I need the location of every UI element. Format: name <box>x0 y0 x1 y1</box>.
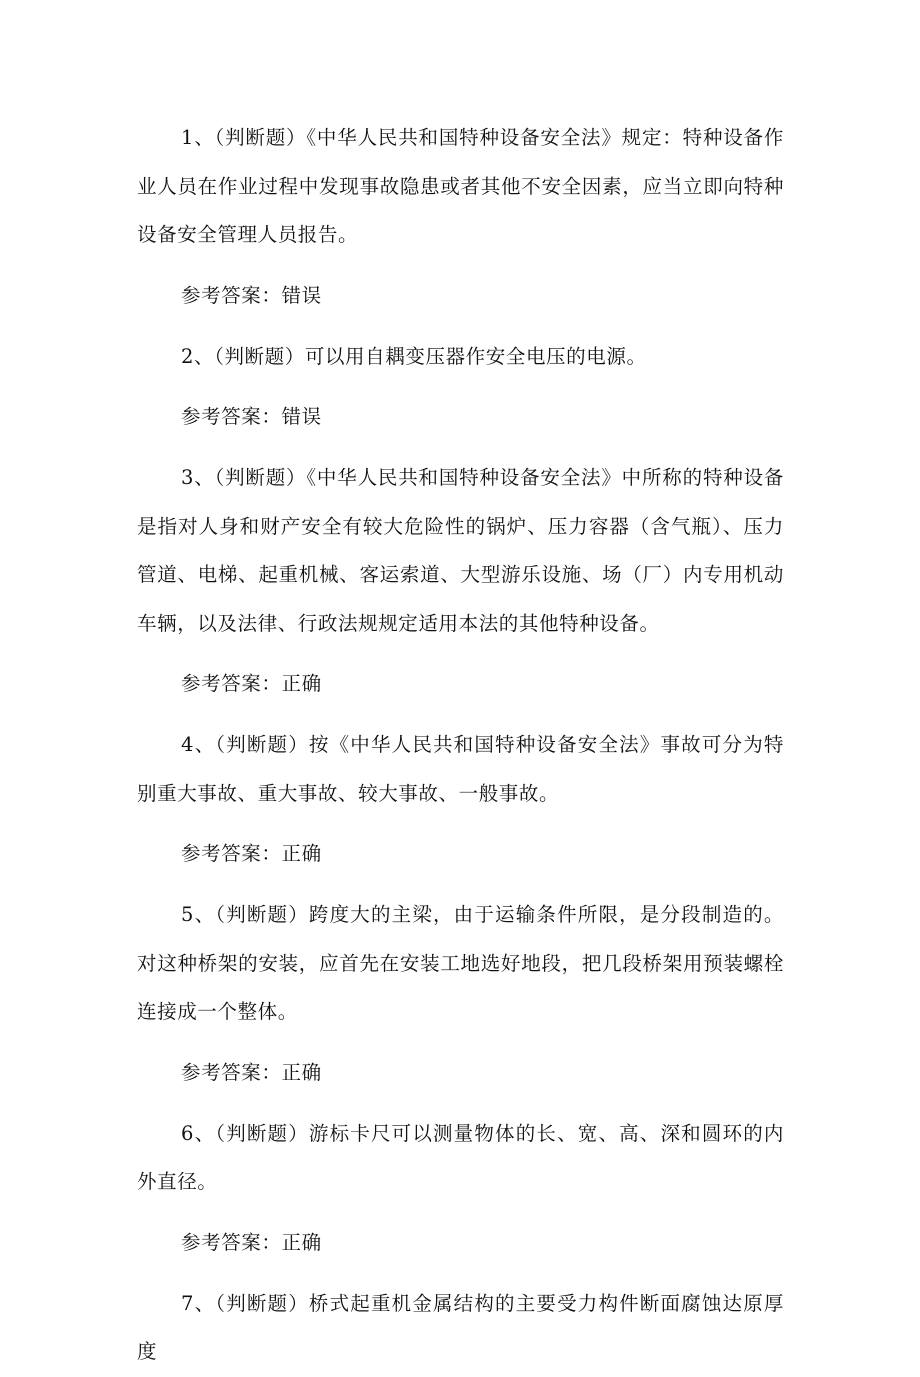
answer-2: 参考答案：错误 <box>181 405 322 428</box>
answer-5: 参考答案：正确 <box>181 1060 322 1084</box>
question-1: 1、（判断题）《中华人民共和国特种设备安全法》规定：特种设备作业人员在作业过程中发现事故隐患或者其他不安全因素，应当立即向特种设备安全管理人员报告。 <box>137 126 784 246</box>
answer-3: 参考答案：正确 <box>181 672 322 695</box>
question-5: 5、（判断题）跨度大的主梁，由于运输条件所限，是分段制造的。对这种桥架的安装，应首先在安装工地选好地段，把几段桥架用预装螺栓连接成一个整体。 <box>137 903 784 1023</box>
question-6: 6、（判断题）游标卡尺可以测量物体的长、宽、高、深和圆环的内外直径。 <box>137 1121 784 1193</box>
answer-6: 参考答案：正确 <box>181 1230 322 1254</box>
question-3: 3、（判断题）《中华人民共和国特种设备安全法》中所称的特种设备是指对人身和财产安全有较大危险性的锅炉、压力容器（含气瓶）、压力管道、电梯、起重机械、客运索道、大型游乐设施、场（厂）内专用机动车辆，以及法律、行政法规规定适用本法的其他特种设备。 <box>137 466 784 635</box>
question-4: 4、（判断题）按《中华人民共和国特种设备安全法》事故可分为特别重大事故、重大事故、较大事故、一般事故。 <box>137 733 784 805</box>
answer-1: 参考答案：错误 <box>181 283 322 307</box>
question-2: 2、（判断题）可以用自耦变压器作安全电压的电源。 <box>181 344 647 368</box>
question-7: 7、（判断题）桥式起重机金属结构的主要受力构件断面腐蚀达原厚度 <box>137 1291 784 1363</box>
answer-4: 参考答案：正确 <box>181 842 322 865</box>
